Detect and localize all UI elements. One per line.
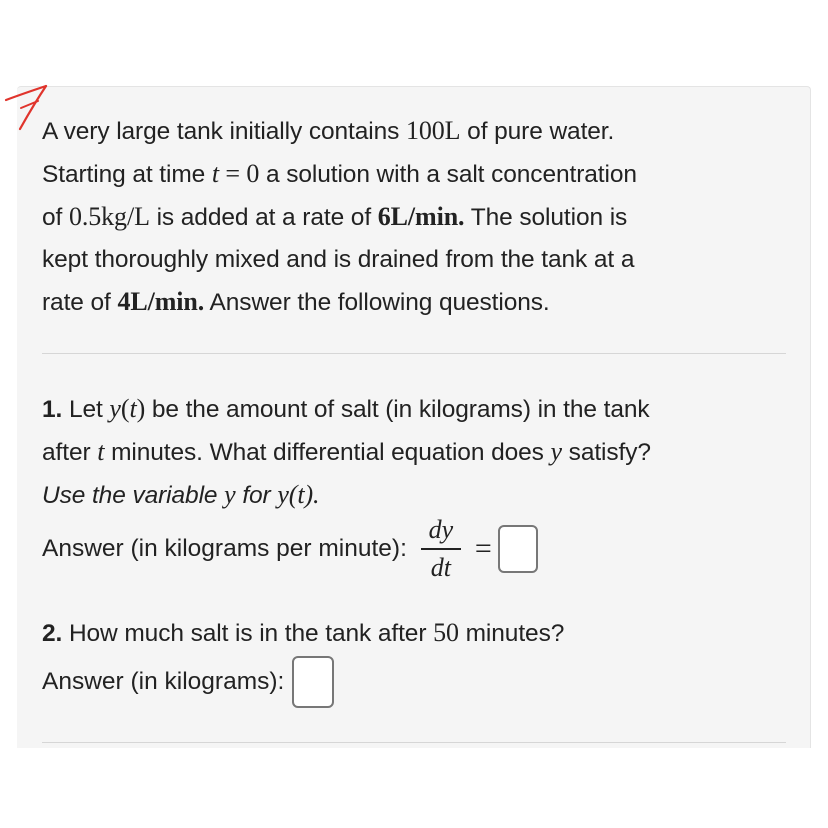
q2-answer-row — [42, 654, 334, 710]
intro-line-2: Starting at time t = 0 a solution with a salt concentration — [42, 159, 637, 188]
q2-answer-input[interactable] — [292, 656, 334, 708]
q1-line-1: 1. Let y(t) be the amount of salt (in kilograms) in the tank — [42, 394, 650, 423]
intro-line-3: of 0.5kg/L is added at a rate of 6L/min. The solution is — [42, 202, 628, 231]
problem-intro — [42, 110, 782, 324]
equals-sign: = — [474, 532, 492, 565]
question-1 — [42, 388, 782, 517]
intro-line-4: kept thoroughly mixed and is drained from the tank at a — [42, 246, 635, 273]
intro-line-5: rate of 4L/min. Answer the following questions. — [42, 287, 550, 316]
intro-line-1: A very large tank initially contains 100L of pure water. — [42, 116, 615, 145]
q1-line-2: after t minutes. What differential equation does y satisfy? — [42, 437, 651, 466]
q2-line-1: 2. How much salt is in the tank after 50 minutes? — [42, 618, 565, 647]
q1-line-3: Use the variable y for y(t). — [42, 480, 320, 509]
q1-answer-row — [42, 512, 538, 586]
derivative-fraction — [421, 515, 461, 583]
bottom-divider — [42, 742, 786, 743]
fraction-numerator: dy — [428, 515, 454, 544]
q1-answer-input[interactable] — [498, 525, 538, 573]
q2-answer-label: Answer (in kilograms): — [42, 668, 285, 695]
fraction-bar — [421, 548, 461, 550]
section-divider — [42, 353, 786, 354]
question-2 — [42, 612, 782, 655]
fraction-denominator: dt — [430, 553, 452, 582]
q1-answer-label: Answer (in kilograms per minute): — [42, 535, 407, 562]
